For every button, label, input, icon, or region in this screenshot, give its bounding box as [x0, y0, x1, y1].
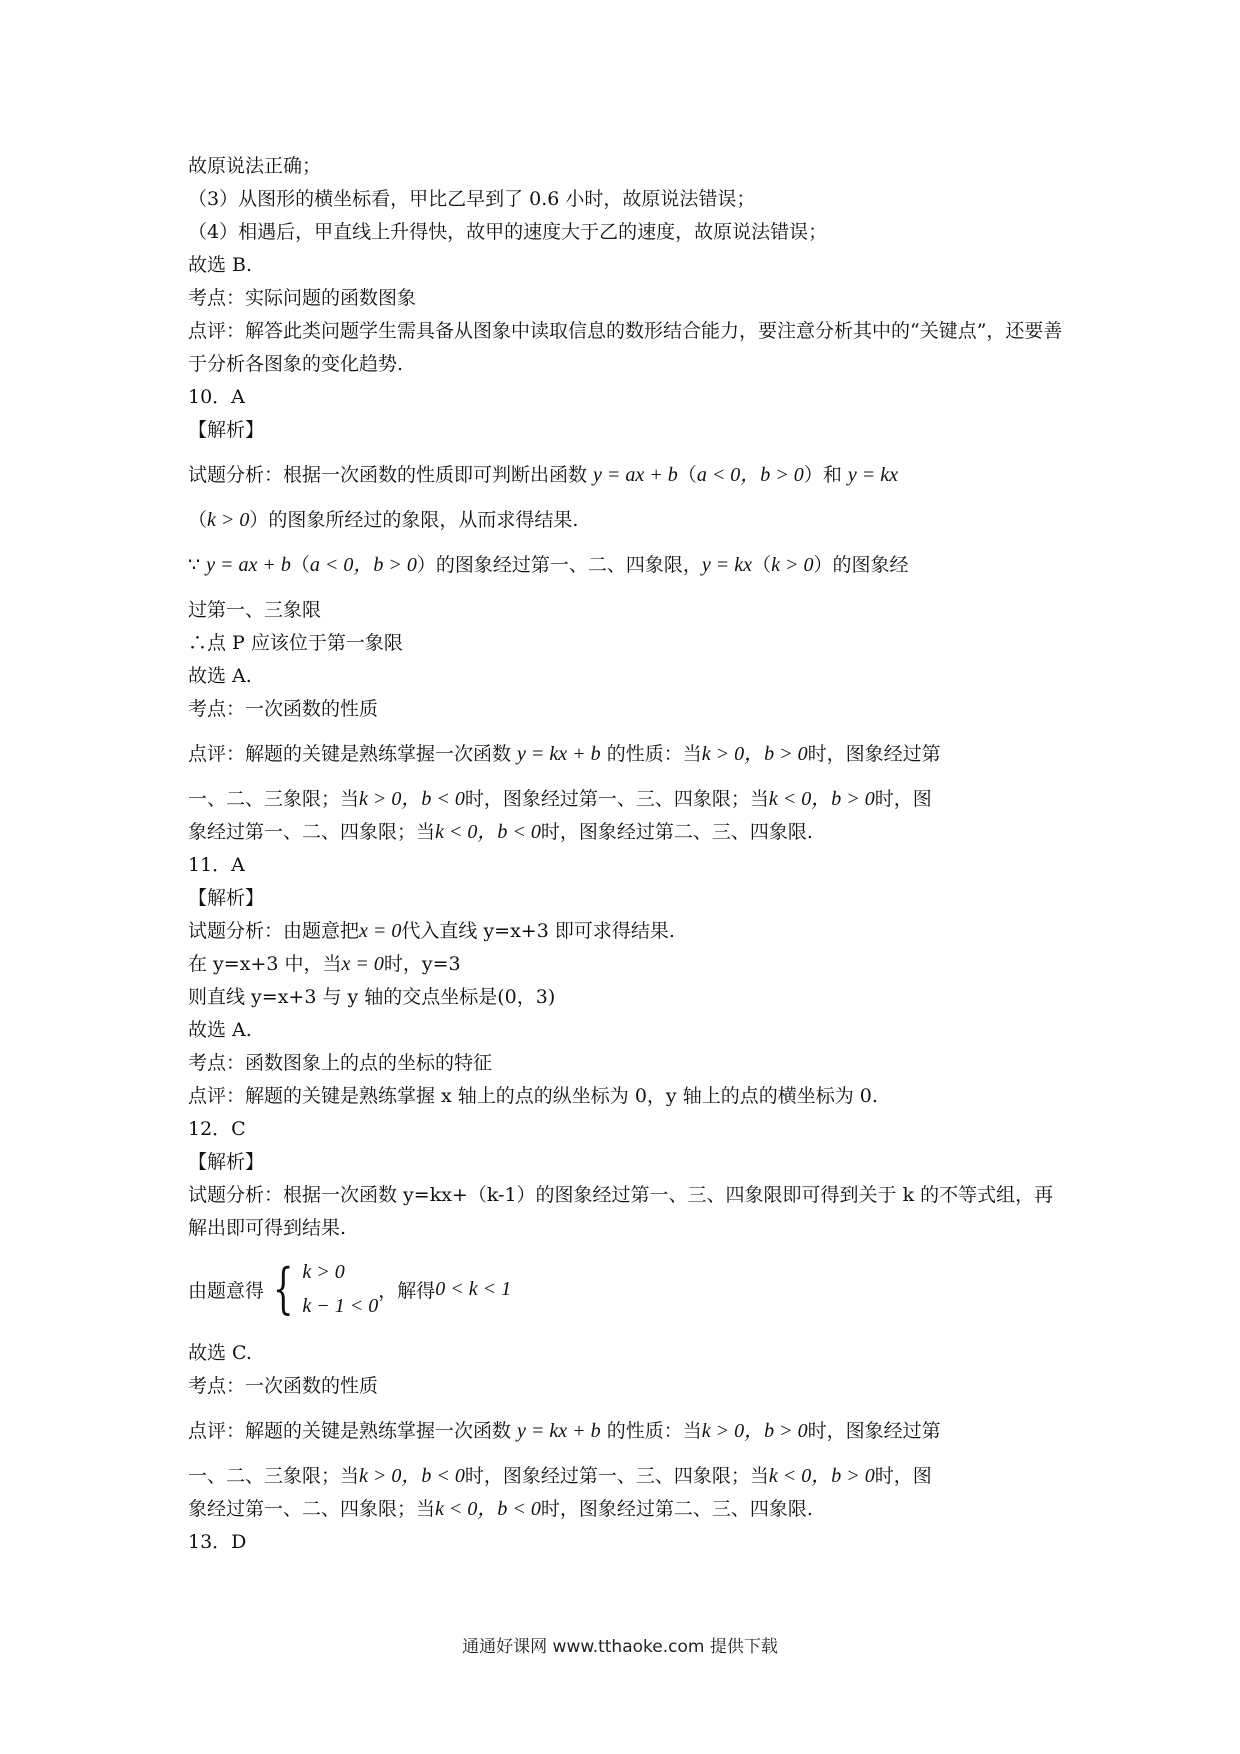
- section-heading: 【解析】: [188, 1151, 265, 1173]
- text: 一、二、三象限；当: [188, 1465, 360, 1487]
- math: y = kx + b: [517, 1420, 601, 1442]
- text: ）和: [803, 464, 848, 486]
- math: a < 0，b > 0: [309, 554, 417, 576]
- text-line: [188, 948, 1068, 981]
- text-line: 考点：实际问题的函数图象: [188, 287, 417, 309]
- text: 时，图: [874, 788, 932, 810]
- math: a < 0，b > 0: [696, 464, 804, 486]
- text: 时，图象经过第: [807, 1420, 941, 1442]
- text: 象经过第一、二、四象限；当: [188, 1498, 436, 1520]
- math: k > 0，b < 0: [359, 788, 465, 810]
- text-line: 考点：函数图象上的点的坐标的特征: [188, 1052, 493, 1074]
- text-line: [188, 549, 1068, 582]
- question-number: 12．C: [188, 1118, 246, 1140]
- math: k < 0，b > 0: [768, 788, 875, 810]
- inequality-system: [188, 1255, 1068, 1323]
- system-rows: [302, 1255, 378, 1323]
- section-heading: 【解析】: [188, 419, 265, 441]
- text-line: 点评：解题的关键是熟练掌握 x 轴上的点的纵坐标为 0，y 轴上的点的横坐标为 0.: [188, 1085, 878, 1107]
- text: 时，y=3: [383, 953, 461, 975]
- text: ）的图象所经过的象限，从而求得结果.: [249, 509, 579, 531]
- question-number: 11．A: [188, 854, 245, 876]
- section-heading: 【解析】: [188, 887, 265, 909]
- text-line: 考点：一次函数的性质: [188, 1375, 379, 1397]
- text: 点评：解题的关键是熟练掌握一次函数: [188, 1420, 518, 1442]
- question-number: 13．D: [188, 1531, 247, 1553]
- text-line: 故原说法正确；: [188, 155, 322, 177]
- text-line: [188, 738, 1068, 771]
- text-line: 故选 B.: [188, 254, 253, 276]
- text: 时，图象经过第一、三、四象限；当: [464, 788, 769, 810]
- text: ，解得: [378, 1279, 436, 1302]
- text: 时，图象经过第一、三、四象限；当: [464, 1465, 769, 1487]
- text: 的性质：当: [600, 1420, 702, 1442]
- text-line: 故选 C.: [188, 1342, 252, 1364]
- math: k > 0: [207, 509, 250, 531]
- text-line: 考点：一次函数的性质: [188, 698, 379, 720]
- page-footer: 通通好课网 www.tthaoke.com 提供下载: [462, 1637, 778, 1657]
- text: ）的图象经过第一、二、四象限，: [416, 554, 702, 576]
- math: k < 0，b < 0: [435, 821, 541, 843]
- math: k > 0: [771, 554, 814, 576]
- inequality-2: k − 1 < 0: [302, 1295, 379, 1317]
- text-line: （3）从图形的横坐标看，甲比乙早到了 0.6 小时，故原说法错误；: [188, 188, 756, 210]
- text-line: 则直线 y=x+3 与 y 轴的交点坐标是(0，3): [188, 986, 556, 1008]
- math: k < 0，b < 0: [435, 1498, 541, 1520]
- document-body: [188, 150, 1068, 1559]
- text-line: [188, 459, 1068, 492]
- math: y = kx: [847, 464, 898, 486]
- text: （: [752, 554, 772, 576]
- text: （: [188, 509, 208, 531]
- math: k > 0，b > 0: [701, 1420, 808, 1442]
- inequality-1: k > 0: [302, 1261, 345, 1283]
- math: x = 0: [359, 920, 402, 942]
- text: 时，图象经过第二、三、四象限.: [540, 1498, 813, 1520]
- text-line: （4）相遇后，甲直线上升得快，故甲的速度大于乙的速度，故原说法错误；: [188, 221, 828, 243]
- math: y = kx + b: [517, 743, 601, 765]
- math: y = ax + b: [206, 554, 291, 576]
- text-line: 故选 A.: [188, 665, 252, 687]
- text-line: 过第一、三象限: [188, 599, 322, 621]
- text-line: 试题分析：根据一次函数 y=kx+（k-1）的图象经过第一、三、四象限即可得到关于 k 的不等式组，再解出即可得到结果.: [188, 1184, 1054, 1239]
- text: 时，图: [874, 1465, 932, 1487]
- math: k < 0，b > 0: [768, 1465, 875, 1487]
- text: ）的图象经: [813, 554, 909, 576]
- text-line: [188, 816, 1068, 849]
- text-line: [188, 1493, 1068, 1526]
- math: 0 < k < 1: [435, 1277, 512, 1300]
- math: y = ax + b: [593, 464, 678, 486]
- text-line: [188, 504, 1068, 537]
- text-line: [188, 783, 1068, 816]
- math: k > 0，b > 0: [701, 743, 808, 765]
- text: （: [677, 464, 697, 486]
- question-number: 10．A: [188, 386, 245, 408]
- text: 时，图象经过第: [807, 743, 941, 765]
- text: 由题意得: [188, 1279, 265, 1302]
- math: k > 0，b < 0: [359, 1465, 465, 1487]
- text-line: ∴点 P 应该位于第一象限: [188, 632, 403, 654]
- text: 时，图象经过第二、三、四象限.: [540, 821, 813, 843]
- text-line: [188, 915, 1068, 948]
- text: 的性质：当: [600, 743, 702, 765]
- math: y = kx: [701, 554, 753, 576]
- text-line: [188, 1460, 1068, 1493]
- text: 点评：解题的关键是熟练掌握一次函数: [188, 743, 518, 765]
- text: 在 y=x+3 中，当: [188, 953, 342, 975]
- math: x = 0: [341, 953, 384, 975]
- text: 象经过第一、二、四象限；当: [188, 821, 436, 843]
- text: （: [290, 554, 310, 576]
- text: 试题分析：根据一次函数的性质即可判断出函数: [188, 464, 594, 486]
- text-line: [188, 1415, 1068, 1448]
- text: 一、二、三象限；当: [188, 788, 360, 810]
- text-line: 点评：解答此类问题学生需具备从图象中读取信息的数形结合能力，要注意分析其中的“关键点”，还要善于分析各图象的变化趋势.: [188, 320, 1063, 375]
- text-line: 故选 A.: [188, 1019, 252, 1041]
- text: 试题分析：由题意把: [188, 920, 360, 942]
- left-brace: {: [272, 1257, 294, 1320]
- text: 代入直线 y=x+3 即可求得结果.: [401, 920, 675, 942]
- text: ∵: [188, 554, 207, 576]
